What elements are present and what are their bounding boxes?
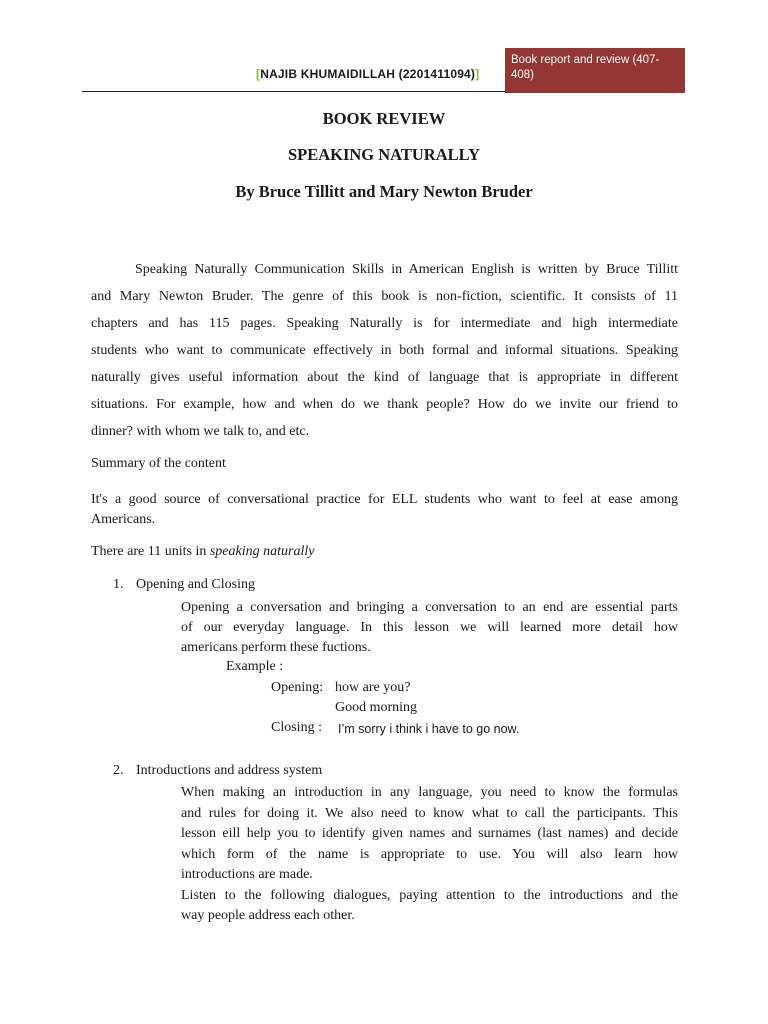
opening-example-2: Good morning (335, 700, 418, 715)
item-2-line: which form of the name is appropriate to use. You will also learn how (181, 846, 678, 862)
header-rule (82, 91, 505, 92)
bracket-close: ] (475, 67, 480, 81)
summary-paragraph (91, 490, 678, 530)
item-2-line: introductions are made. (181, 867, 313, 882)
item-2-line: Listen to the following dialogues, paying attention to the introductions and the (181, 887, 678, 903)
units-line (91, 544, 314, 560)
header-badge (505, 48, 685, 93)
closing-label: Closing : (271, 720, 322, 735)
item-1-title: Opening and Closing (136, 577, 255, 592)
opening-label: Opening: (271, 680, 324, 695)
units-book-title: speaking naturally (209, 544, 315, 559)
closing-example: I’m sorry i think i have to go now. (338, 722, 520, 736)
item-2-title: Introductions and address system (136, 763, 323, 778)
item-2-line: way people address each other. (181, 908, 355, 923)
summary-line: It's a good source of conversational practice for ELL students who want to feel at ease among (91, 492, 678, 507)
item-1-number: 1. (113, 577, 124, 592)
badge-line-2: 408) (511, 69, 535, 81)
item-1-line: of our everyday language. In this lesson we will learned more detail how (181, 620, 678, 635)
summary-heading: Summary of the content (91, 456, 226, 471)
bracket-open: [ (256, 67, 261, 81)
intro-paragraph (91, 256, 678, 445)
item-1-line: Opening a conversation and bringing a conversation to an end are essential parts (181, 600, 678, 615)
badge-line-1: Book report and review (407- (511, 54, 660, 66)
item-1-line: americans perform these fuctions. (181, 640, 371, 655)
intro-line: and Mary Newton Bruder. The genre of this book is non-fiction, scientific. It consists of 11 (91, 289, 678, 304)
author-name: NAJIB KHUMAIDILLAH (2201411094) (260, 67, 476, 81)
summary-line: Americans. (91, 512, 156, 527)
example-label: Example : (226, 659, 284, 674)
opening-example-1: how are you? (335, 680, 411, 695)
item-2-number: 2. (113, 763, 124, 778)
title-book-review: BOOK REVIEW (322, 109, 446, 128)
title-book-name: SPEAKING NATURALLY (287, 145, 481, 164)
item-2-line: lesson eill help you to identify given names and surnames (last names) and decide (181, 826, 678, 841)
item-2-line: When making an introduction in any language, you need to know the formulas (181, 785, 678, 800)
intro-line: students who want to communicate effectively in both formal and informal situations. Speaking (91, 343, 678, 358)
intro-line: chapters and has 115 pages. Speaking Naturally is for intermediate and high intermediate (91, 316, 678, 331)
intro-line: situations. For example, how and when do we thank people? How do we invite our friend to (91, 397, 678, 412)
intro-line: dinner? with whom we talk to, and etc. (91, 424, 310, 439)
intro-line: Speaking Naturally Communication Skills in American English is written by Bruce Tillitt (135, 262, 678, 277)
header-author (256, 67, 479, 85)
units-prefix: There are 11 units in (91, 544, 210, 559)
intro-line: naturally gives useful information about the kind of language that is appropriate in different (91, 370, 678, 385)
item-2-line: and rules for doing it. We also need to know what to call the participants. This (181, 805, 678, 821)
item-2-body (181, 783, 678, 927)
title-authors: By Bruce Tillitt and Mary Newton Bruder (235, 182, 533, 201)
item-1-body (181, 598, 678, 658)
